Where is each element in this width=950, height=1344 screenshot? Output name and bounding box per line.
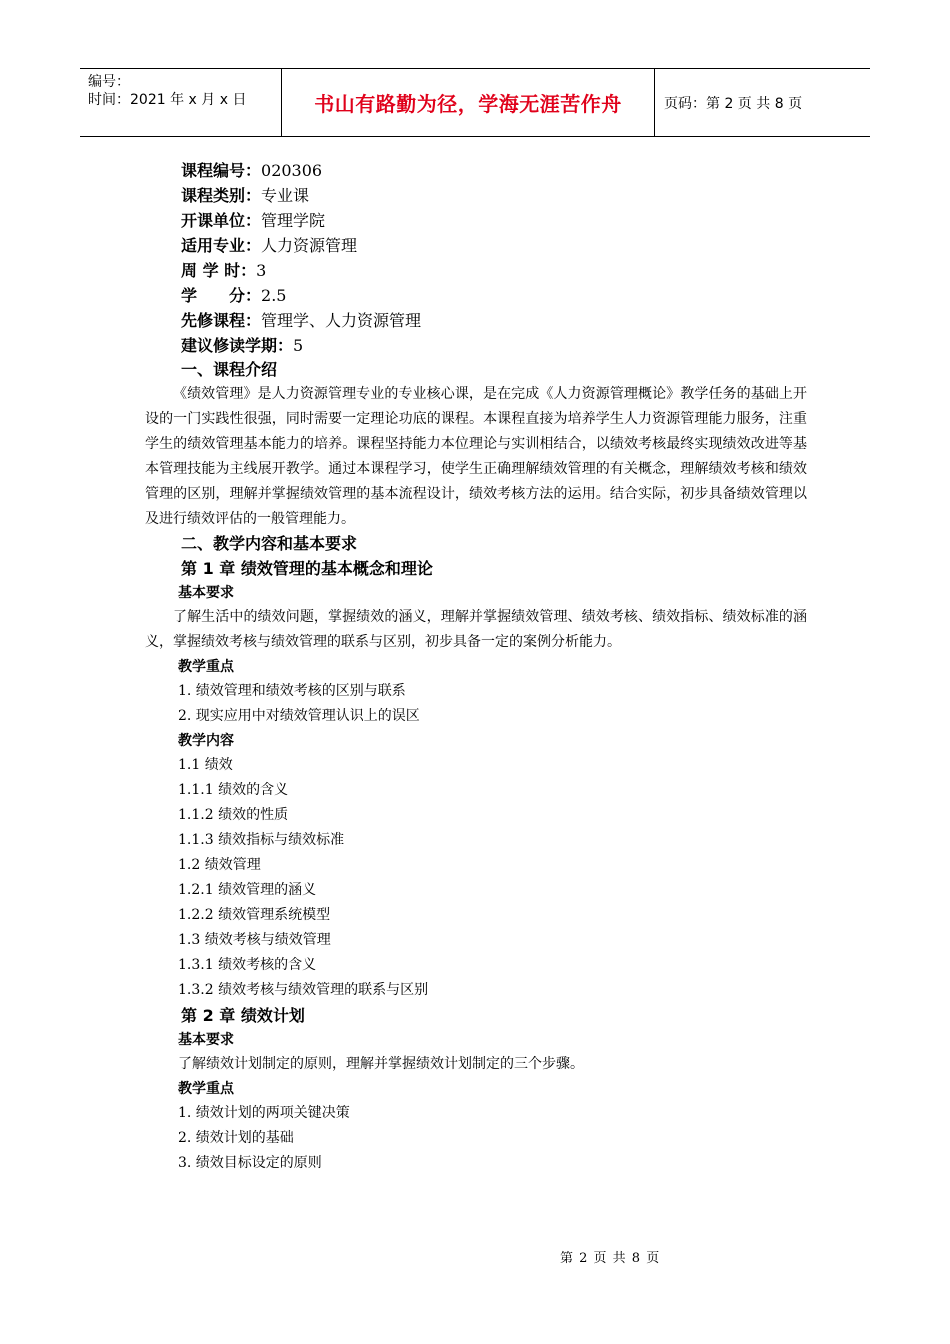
course-info-row <box>181 208 807 233</box>
info-label: 开课单位： <box>181 211 262 230</box>
ch1-key-label: 教学重点 <box>178 659 234 675</box>
info-label: 适用专业： <box>181 236 262 255</box>
list-item: 1.1 绩效 <box>178 757 233 773</box>
course-info-row <box>181 183 807 208</box>
list-item: 1.2.2 绩效管理系统模型 <box>178 907 331 923</box>
chapter-1-title: 第 1 章 绩效管理的基本概念和理论 <box>181 559 433 578</box>
header-page-info: 页码：第 2 页 共 8 页 <box>664 96 803 112</box>
list-item: 2. 现实应用中对绩效管理认识上的误区 <box>178 708 420 724</box>
list-item: 1.1.2 绩效的性质 <box>178 807 289 823</box>
list-item: 1.3.2 绩效考核与绩效管理的联系与区别 <box>178 982 429 998</box>
list-item: 1.1.1 绩效的含义 <box>178 782 289 798</box>
header-left <box>88 73 246 109</box>
ch1-content-label: 教学内容 <box>178 733 234 749</box>
info-label: 建议修读学期： <box>181 336 294 355</box>
info-value: 专业课 <box>261 186 310 205</box>
info-value: 5 <box>293 336 304 355</box>
date-line: 时间：2021 年 x 月 x 日 <box>88 92 247 108</box>
list-item: 1.1.3 绩效指标与绩效标准 <box>178 832 345 848</box>
course-info-row <box>181 283 807 308</box>
list-item: 1.2.1 绩效管理的涵义 <box>178 882 317 898</box>
list-item: 2. 绩效计划的基础 <box>178 1130 294 1146</box>
info-value: 人力资源管理 <box>261 236 358 255</box>
ch2-req-label: 基本要求 <box>178 1032 234 1048</box>
doc-number-label: 编号： <box>88 74 130 90</box>
list-item: 1. 绩效管理和绩效考核的区别与联系 <box>178 683 406 699</box>
info-value: 2.5 <box>261 286 287 305</box>
course-info-row <box>181 308 807 333</box>
list-item: 1.2 绩效管理 <box>178 857 261 873</box>
info-label: 先修课程： <box>181 311 262 330</box>
chapter-2-title: 第 2 章 绩效计划 <box>181 1006 305 1025</box>
info-label: 周 学 时： <box>181 261 257 280</box>
info-value: 管理学院 <box>261 211 326 230</box>
header-divider-right <box>654 69 655 136</box>
course-info-row <box>181 333 807 358</box>
document-body <box>145 158 807 1176</box>
course-info-row <box>181 158 807 183</box>
page-header <box>80 68 870 137</box>
list-item: 1. 绩效计划的两项关键决策 <box>178 1105 350 1121</box>
section-heading-intro: 一、课程介绍 <box>181 360 278 379</box>
info-value: 020306 <box>261 161 323 180</box>
info-label: 学 分： <box>181 286 262 305</box>
info-label: 课程类别： <box>181 186 262 205</box>
course-info-row <box>181 258 807 283</box>
ch2-req-text: 了解绩效计划制定的原则，理解并掌握绩效计划制定的三个步骤。 <box>178 1056 584 1072</box>
info-value: 3 <box>256 261 267 280</box>
list-item: 1.3.1 绩效考核的含义 <box>178 957 317 973</box>
course-info-row <box>181 233 807 258</box>
ch1-req-label: 基本要求 <box>178 585 234 601</box>
header-motto: 书山有路勤为径，学海无涯苦作舟 <box>314 92 622 116</box>
list-item: 3. 绩效目标设定的原则 <box>178 1155 322 1171</box>
section-heading-content: 二、教学内容和基本要求 <box>181 534 358 553</box>
ch1-req-text: 了解生活中的绩效问题，掌握绩效的涵义，理解并掌握绩效管理、绩效考核、绩效指标、绩效标准的涵义，掌握绩效考核与绩效管理的联系与区别，初步具备一定的案例分析能力。 <box>145 609 807 650</box>
ch2-key-label: 教学重点 <box>178 1081 234 1097</box>
info-value: 管理学、人力资源管理 <box>261 311 422 330</box>
page-footer: 第 2 页 共 8 页 <box>560 1251 661 1266</box>
intro-paragraph: 《绩效管理》是人力资源管理专业的专业核心课，是在完成《人力资源管理概论》教学任务的基础上开设的一门实践性很强，同时需要一定理论功底的课程。本课程直接为培养学生人力资源管理能力服务，注重学生的绩效管理基本能力的培养。课程坚持能力本位理论与实训相结合，以绩效考核最终实现绩效改进等基本管理技能为主线展开教学。通过本课程学习，使学生正确理解绩效管理的有关概念，理解绩效考核和绩效管理的区别，理解并掌握绩效管理的基本流程设计，绩效考核方法的运用。结合实际，初步具备绩效管理以及进行绩效评估的一般管理能力。 <box>145 386 807 527</box>
course-info-block <box>181 158 807 358</box>
list-item: 1.3 绩效考核与绩效管理 <box>178 932 331 948</box>
info-label: 课程编号： <box>181 161 262 180</box>
